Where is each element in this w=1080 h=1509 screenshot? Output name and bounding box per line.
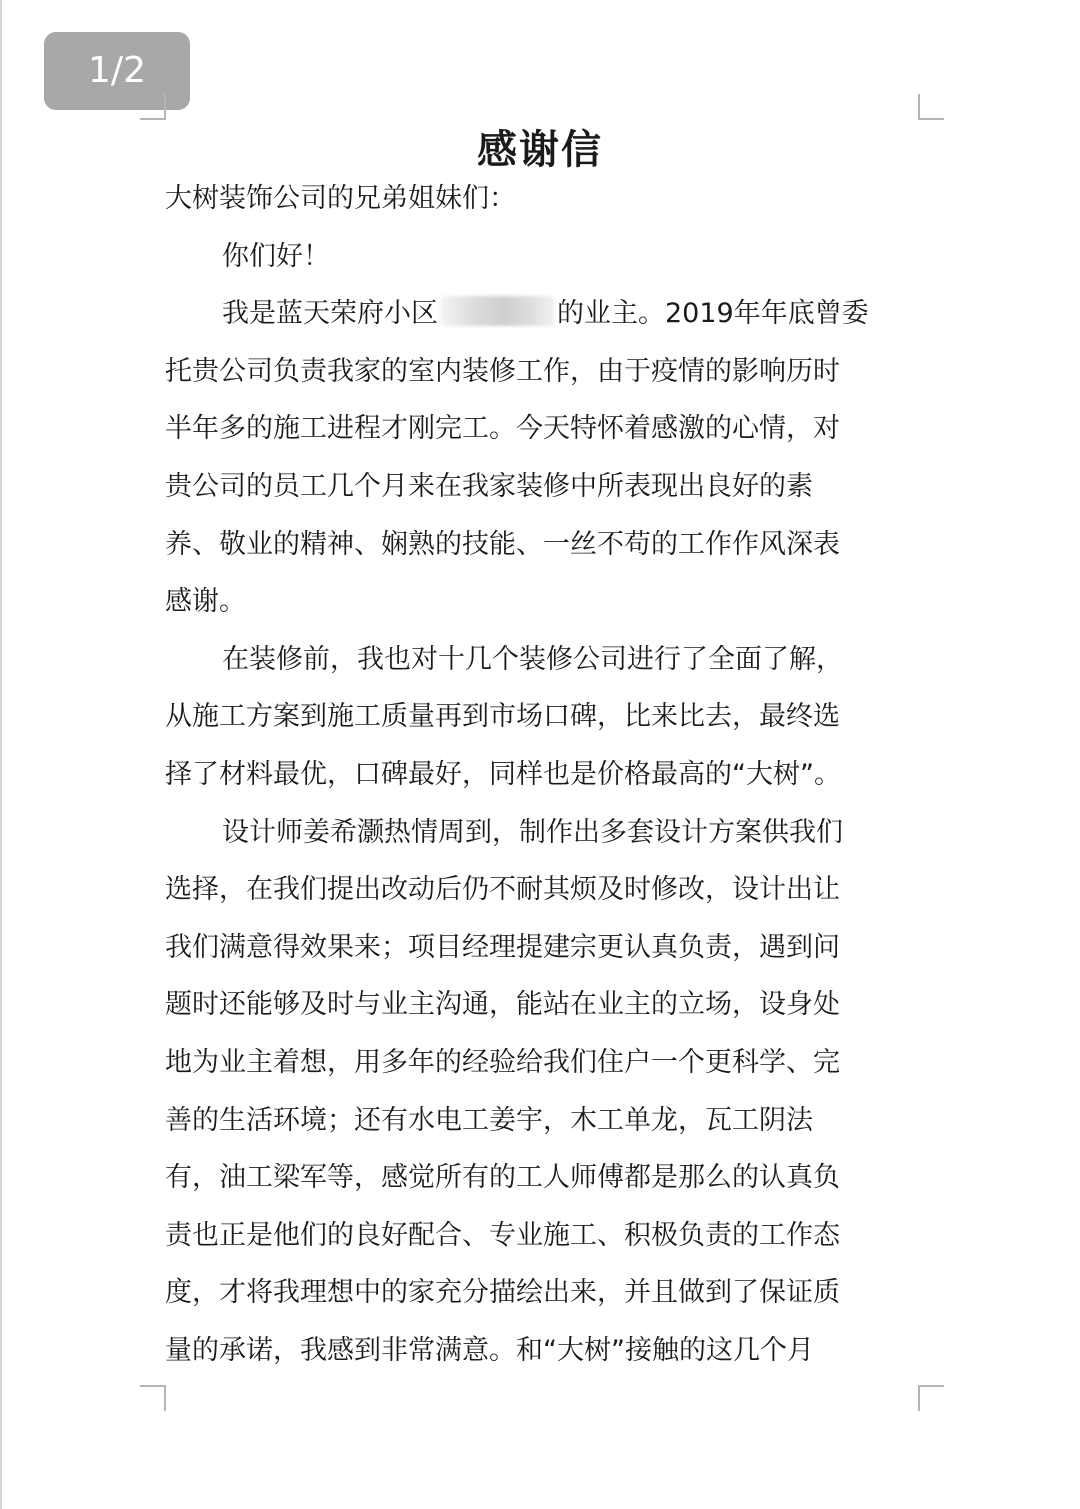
paragraph-3-line: 善的生活环境；还有水电工姜宇，木工单龙，瓦工阴法 (165, 1104, 813, 1136)
paragraph-3-line: 地为业主着想，用多年的经验给我们住户一个更科学、完 (165, 1046, 840, 1078)
salutation: 大树装饰公司的兄弟姐妹们： (165, 183, 516, 214)
margin-corner-top-right (918, 94, 944, 120)
paragraph-1-line: 感谢。 (165, 586, 246, 618)
paragraph-3-line: 我们满意得效果来；项目经理提建宗更认真负责，遇到问 (165, 931, 840, 963)
greeting: 你们好！ (222, 240, 330, 272)
document-body (165, 170, 895, 1379)
margin-corner-bottom-left (140, 1385, 166, 1411)
margin-corner-bottom-right (918, 1385, 944, 1411)
paragraph-1-first-line (165, 285, 895, 343)
redacted-address (440, 296, 555, 326)
paragraph-3-line: 有，油工梁军等，感觉所有的工人师傅都是那么的认真负 (165, 1162, 840, 1194)
document-title: 感谢信 (477, 127, 603, 173)
paragraph-3-line: 题时还能够及时与业主沟通，能站在业主的立场，设身处 (165, 989, 840, 1021)
paragraph-3-line: 选择，在我们提出改动后仍不耐其烦及时修改，设计出让 (165, 874, 840, 906)
paragraph-1-continuation: 的业主。2019年年底曾委 (557, 298, 869, 330)
page-indicator: 1/2 (44, 32, 190, 110)
margin-corner-top-left (140, 94, 166, 120)
paragraph-2-line: 在装修前，我也对十几个装修公司进行了全面了解， (222, 643, 843, 675)
paragraph-3-line: 设计师姜希灏热情周到，制作出多套设计方案供我们 (222, 816, 843, 848)
paragraph-3-line: 度，才将我理想中的家充分描绘出来，并且做到了保证质 (165, 1277, 840, 1309)
paragraph-2-line: 择了材料最优，口碑最好，同样也是价格最高的“大树”。 (165, 758, 841, 790)
paragraph-1-line: 养、敬业的精神、娴熟的技能、一丝不苟的工作作风深表 (165, 528, 840, 560)
paragraph-2-line: 从施工方案到施工质量再到市场口碑，比来比去，最终选 (165, 701, 840, 733)
paragraph-3-line: 责也正是他们的良好配合、专业施工、积极负责的工作态 (165, 1219, 840, 1251)
paragraph-1-line: 半年多的施工进程才刚完工。今天特怀着感激的心情，对 (165, 413, 840, 445)
paragraph-3-line: 量的承诺，我感到非常满意。和“大树”接触的这几个月 (165, 1334, 814, 1366)
paragraph-1-line: 贵公司的员工几个月来在我家装修中所表现出良好的素 (165, 470, 813, 502)
paragraph-1-lead: 我是蓝天荣府小区 (222, 298, 438, 330)
paragraph-1-line: 托贵公司负责我家的室内装修工作，由于疫情的影响历时 (165, 355, 840, 387)
page-edge (0, 0, 2, 1509)
